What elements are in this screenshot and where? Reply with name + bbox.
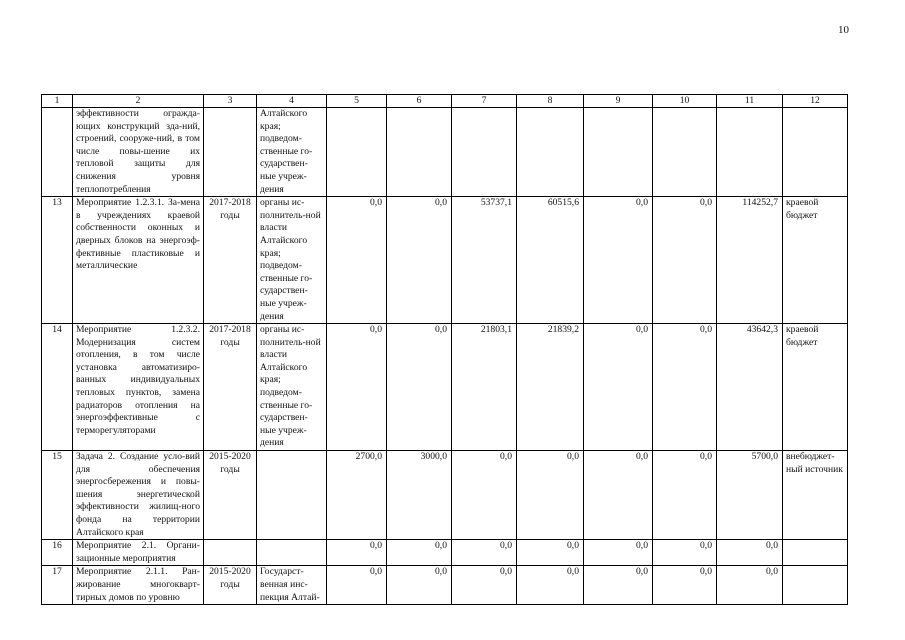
value-col8: 60515,6	[517, 197, 584, 324]
years: 2017-2018 годы	[204, 324, 257, 451]
activity-name: Мероприятие 2.1. Органи-зационные мероприятия	[73, 540, 204, 566]
value-col5: 0,0	[327, 197, 387, 324]
table-row	[42, 540, 848, 566]
value-col8: 0,0	[517, 566, 584, 605]
value-col9	[584, 108, 653, 197]
header-cell: 8	[517, 95, 584, 108]
value-col5: 2700,0	[327, 451, 387, 540]
value-col8	[517, 108, 584, 197]
header-cell: 3	[204, 95, 257, 108]
value-total	[717, 108, 783, 197]
row-number: 14	[42, 324, 73, 451]
value-col5: 0,0	[327, 540, 387, 566]
row-number: 15	[42, 451, 73, 540]
row-number	[42, 108, 73, 197]
value-col5: 0,0	[327, 566, 387, 605]
value-col7	[452, 108, 517, 197]
value-col10: 0,0	[653, 451, 717, 540]
value-col10: 0,0	[653, 566, 717, 605]
value-col6: 0,0	[387, 566, 452, 605]
executor	[257, 540, 327, 566]
value-col7: 53737,1	[452, 197, 517, 324]
value-col7: 0,0	[452, 451, 517, 540]
executor: органы ис-полнитель-ной власти Алтайского края; подведом-ственные го-сударствен-ные учреж-дения	[257, 197, 327, 324]
value-total: 0,0	[717, 540, 783, 566]
value-col10	[653, 108, 717, 197]
value-col5	[327, 108, 387, 197]
executor: Алтайского края; подведом-ственные го-сударствен-ные учреж-дения	[257, 108, 327, 197]
header-cell: 5	[327, 95, 387, 108]
header-cell: 10	[653, 95, 717, 108]
funding-source	[783, 540, 848, 566]
executor	[257, 451, 327, 540]
value-col7: 0,0	[452, 566, 517, 605]
value-col9: 0,0	[584, 566, 653, 605]
row-number: 13	[42, 197, 73, 324]
table-row	[42, 324, 848, 451]
years	[204, 108, 257, 197]
executor: Государст-венная инс-пекция Алтай-	[257, 566, 327, 605]
funding-source: внебюджет-ный источник	[783, 451, 848, 540]
table-row	[42, 197, 848, 324]
value-col6: 3000,0	[387, 451, 452, 540]
value-col6: 0,0	[387, 540, 452, 566]
program-table	[41, 94, 848, 605]
value-total: 43642,3	[717, 324, 783, 451]
header-cell: 7	[452, 95, 517, 108]
value-total: 0,0	[717, 566, 783, 605]
funding-source: краевой бюджет	[783, 324, 848, 451]
activity-name: Задача 2. Создание усло-вий для обеспечения энергосбережения и повы-шения энергетической эффективности жилищ-ного фонда на территории Алтайского края	[73, 451, 204, 540]
header-cell: 11	[717, 95, 783, 108]
header-cell: 12	[783, 95, 848, 108]
activity-name: Мероприятие 2.1.1. Ран-жирование многокварт-тирных домов по уровню	[73, 566, 204, 605]
row-number: 17	[42, 566, 73, 605]
years	[204, 540, 257, 566]
value-total: 114252,7	[717, 197, 783, 324]
value-col9: 0,0	[584, 324, 653, 451]
row-number: 16	[42, 540, 73, 566]
page-number: 10	[838, 24, 849, 36]
value-col8: 21839,2	[517, 324, 584, 451]
value-col10: 0,0	[653, 540, 717, 566]
funding-source	[783, 566, 848, 605]
activity-name: Мероприятие 1.2.3.2. Модернизация систем отопления, в том числе установка автоматизиро-ванных индивидуальных тепловых пунктов, замена радиаторов отопления на энергоэффективные с терморегуляторами	[73, 324, 204, 451]
header-cell: 1	[42, 95, 73, 108]
value-col5: 0,0	[327, 324, 387, 451]
value-total: 5700,0	[717, 451, 783, 540]
value-col6: 0,0	[387, 197, 452, 324]
table-row	[42, 566, 848, 605]
years: 2015-2020 годы	[204, 566, 257, 605]
value-col8: 0,0	[517, 540, 584, 566]
value-col10: 0,0	[653, 324, 717, 451]
activity-name: эффективности огражда-ющих конструкций зда-ний, строений, сооруже-ний, в том числе повы-шение их тепловой защиты для снижения уровня теплопотребления	[73, 108, 204, 197]
header-cell: 4	[257, 95, 327, 108]
value-col7: 0,0	[452, 540, 517, 566]
value-col7: 21803,1	[452, 324, 517, 451]
value-col10: 0,0	[653, 197, 717, 324]
header-row	[42, 95, 848, 108]
table-row	[42, 108, 848, 197]
funding-source: краевой бюджет	[783, 197, 848, 324]
header-cell: 9	[584, 95, 653, 108]
value-col6	[387, 108, 452, 197]
table-row	[42, 451, 848, 540]
activity-name: Мероприятие 1.2.3.1. За-мена в учреждениях краевой собственности оконных и дверных блоков на энергоэф-фективные пластиковые и металлические	[73, 197, 204, 324]
value-col8: 0,0	[517, 451, 584, 540]
header-cell: 6	[387, 95, 452, 108]
executor: органы ис-полнитель-ной власти Алтайского края; подведом-ственные го-сударствен-ные учреж-дения	[257, 324, 327, 451]
value-col9: 0,0	[584, 540, 653, 566]
value-col9: 0,0	[584, 197, 653, 324]
value-col6: 0,0	[387, 324, 452, 451]
value-col9: 0,0	[584, 451, 653, 540]
funding-source	[783, 108, 848, 197]
header-cell: 2	[73, 95, 204, 108]
years: 2015-2020 годы	[204, 451, 257, 540]
years: 2017-2018 годы	[204, 197, 257, 324]
